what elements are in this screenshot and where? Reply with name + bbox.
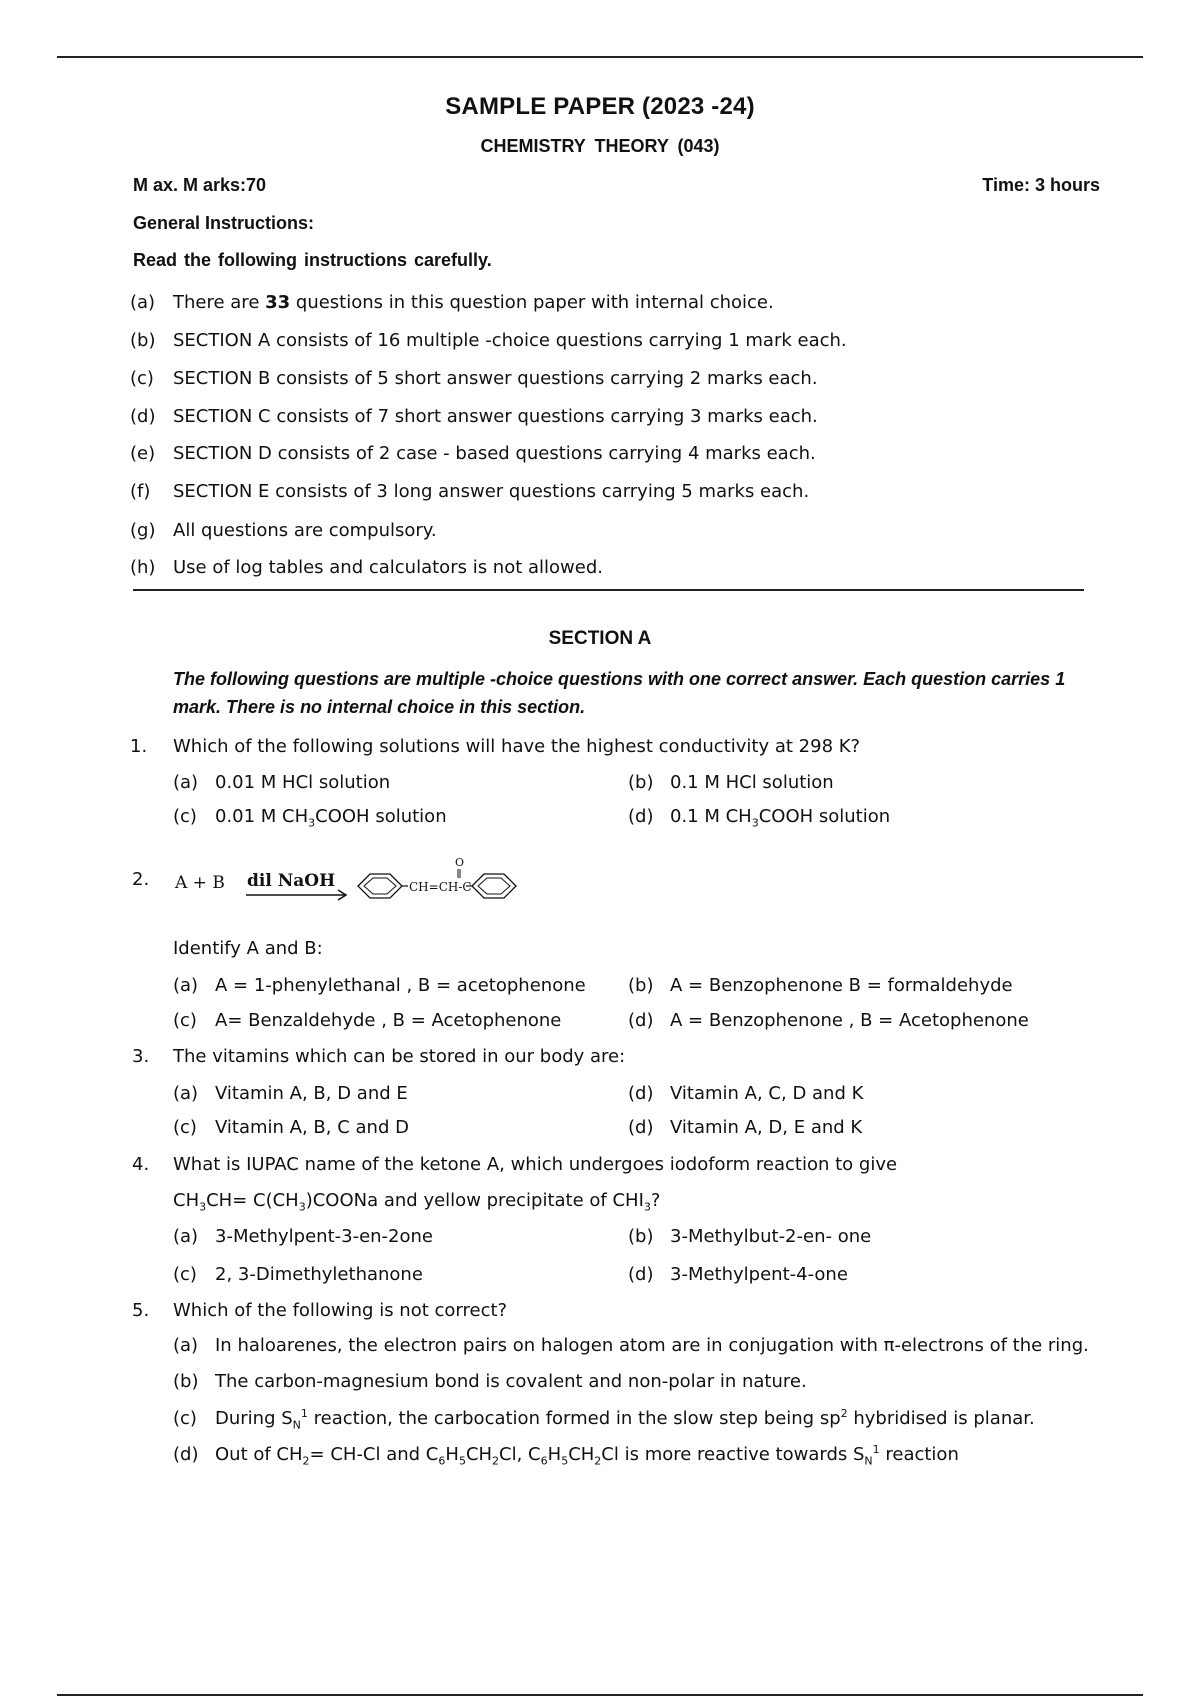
reaction-condition: dil NaOH [247, 871, 336, 891]
q4-option-c: (c) 2, 3-Dimethylethanone [173, 1264, 423, 1285]
bottom-rule [57, 1694, 1143, 1696]
question-4-formula: $CH_3CH=$ $C(CH_3)COONa$ and yellow precipitate of $CHI_3$? [173, 1190, 661, 1214]
instruction-label: (f) [130, 481, 151, 502]
instruction-item: (d) SECTION C consists of 7 short answer questions carrying 3 marks each. [130, 406, 818, 427]
q3-option-a: (a) Vitamin A, B, D and E [173, 1083, 408, 1104]
product-chain: CH=CH-C [409, 880, 472, 894]
benzene-ring-icon [472, 874, 516, 898]
q3-option-c: (c) Vitamin A, B, C and D [173, 1117, 409, 1138]
q1-option-d: (d) 0.1 M $CH_3COOH$ solution [628, 806, 891, 830]
instruction-item: (g) All questions are compulsory. [130, 520, 437, 541]
benzene-ring-icon [358, 874, 402, 898]
q2-option-a: (a) A = 1-phenylethanal , B = acetophenone [173, 975, 586, 996]
question-number: 2. [132, 869, 150, 890]
reaction-reactants: A + B [175, 873, 225, 893]
reaction-scheme [240, 846, 570, 906]
q3-option-b: (d) Vitamin A, C, D and K [628, 1083, 864, 1104]
section-a-intro: The following questions are multiple -choice questions with one correct answer. Each question carries 1 mark. There is no internal choice in this section. [173, 669, 1066, 717]
paper-title: SAMPLE PAPER (2023 -24) [445, 93, 755, 120]
instruction-label: (e) [130, 443, 156, 464]
instruction-item: (f) SECTION E consists of 3 long answer questions carrying 5 marks each. [130, 481, 810, 502]
question-number: 1. [130, 736, 148, 757]
q3-option-d: (d) Vitamin A, D, E and K [628, 1117, 863, 1138]
question-4-text: What is IUPAC name of the ketone A, which undergoes iodoform reaction to give [173, 1154, 898, 1175]
general-instructions-heading: General Instructions: [133, 213, 315, 233]
question-3-text: The vitamins which can be stored in our body are: [173, 1046, 626, 1067]
time-allowed: Time: 3 hours [982, 175, 1100, 195]
q5-option-a: (a) In haloarenes, the electron pairs on halogen atom are in conjugation with π-electrons of the ring. [173, 1335, 1089, 1356]
instruction-label: (c) [130, 368, 154, 389]
question-number: 4. [132, 1154, 150, 1175]
q4-option-b: (b) 3-Methylbut-2-en- one [628, 1226, 872, 1247]
q1-option-b: (b) 0.1 M HCl solution [628, 772, 834, 793]
instruction-label: (b) [130, 330, 156, 351]
instructions-rule [133, 589, 1084, 591]
max-marks: M ax. M arks:70 [133, 175, 267, 195]
question-1-text: Which of the following solutions will have the highest conductivity at 298 K? [173, 736, 861, 757]
q5-option-b: (b) The carbon-magnesium bond is covalent and non-polar in nature. [173, 1371, 807, 1392]
q2-option-b: (b) A = Benzophenone B = formaldehyde [628, 975, 1013, 996]
question-number: 5. [132, 1300, 150, 1321]
section-a-heading: SECTION A [548, 628, 652, 649]
q2-option-c: (c) A= Benzaldehyde , B = Acetophenone [173, 1010, 562, 1031]
read-instructions-note: Read the following instructions carefully. [133, 250, 492, 270]
q1-option-a: (a) 0.01 M HCl solution [173, 772, 391, 793]
q1-option-c: (c) 0.01 M $CH_3COOH$ solution [173, 806, 447, 830]
top-rule [57, 56, 1143, 58]
instruction-label: (h) [130, 557, 156, 578]
instruction-label: (a) [130, 292, 156, 313]
carbonyl-oxygen: O [455, 856, 465, 869]
q5-option-c: (c) During $S_N^1$ reaction, the carbocation formed in the slow step being $sp^2$ hybridised is planar. [173, 1407, 1035, 1432]
question-5-text: Which of the following is not correct? [173, 1300, 508, 1321]
instruction-item: (e) SECTION D consists of 2 case - based questions carrying 4 marks each. [130, 443, 816, 464]
instruction-item: (c) SECTION B consists of 5 short answer questions carrying 2 marks each. [130, 368, 818, 389]
question-number: 3. [132, 1046, 150, 1067]
q5-option-d: (d) Out of $CH_2= CH-Cl$ and $C_6H_5CH_2Cl$, $C_6H_5CH_2Cl$ is more reactive towards $S_N^1$ reaction [173, 1443, 959, 1468]
instruction-label: (d) [130, 406, 156, 427]
q4-option-d: (d) 3-Methylpent-4-one [628, 1264, 848, 1285]
question-2-text: Identify A and B: [173, 938, 323, 959]
paper-subtitle: CHEMISTRY THEORY (043) [480, 136, 720, 156]
instruction-item: (a) There are 33 questions in this question paper with internal choice. [130, 292, 774, 313]
instruction-label: (g) [130, 520, 156, 541]
instruction-item: (b) SECTION A consists of 16 multiple -choice questions carrying 1 mark each. [130, 330, 847, 351]
q4-option-a: (a) 3-Methylpent-3-en-2one [173, 1226, 434, 1247]
instruction-item: (h) Use of log tables and calculators is not allowed. [130, 557, 603, 578]
q2-option-d: (d) A = Benzophenone , B = Acetophenone [628, 1010, 1029, 1031]
